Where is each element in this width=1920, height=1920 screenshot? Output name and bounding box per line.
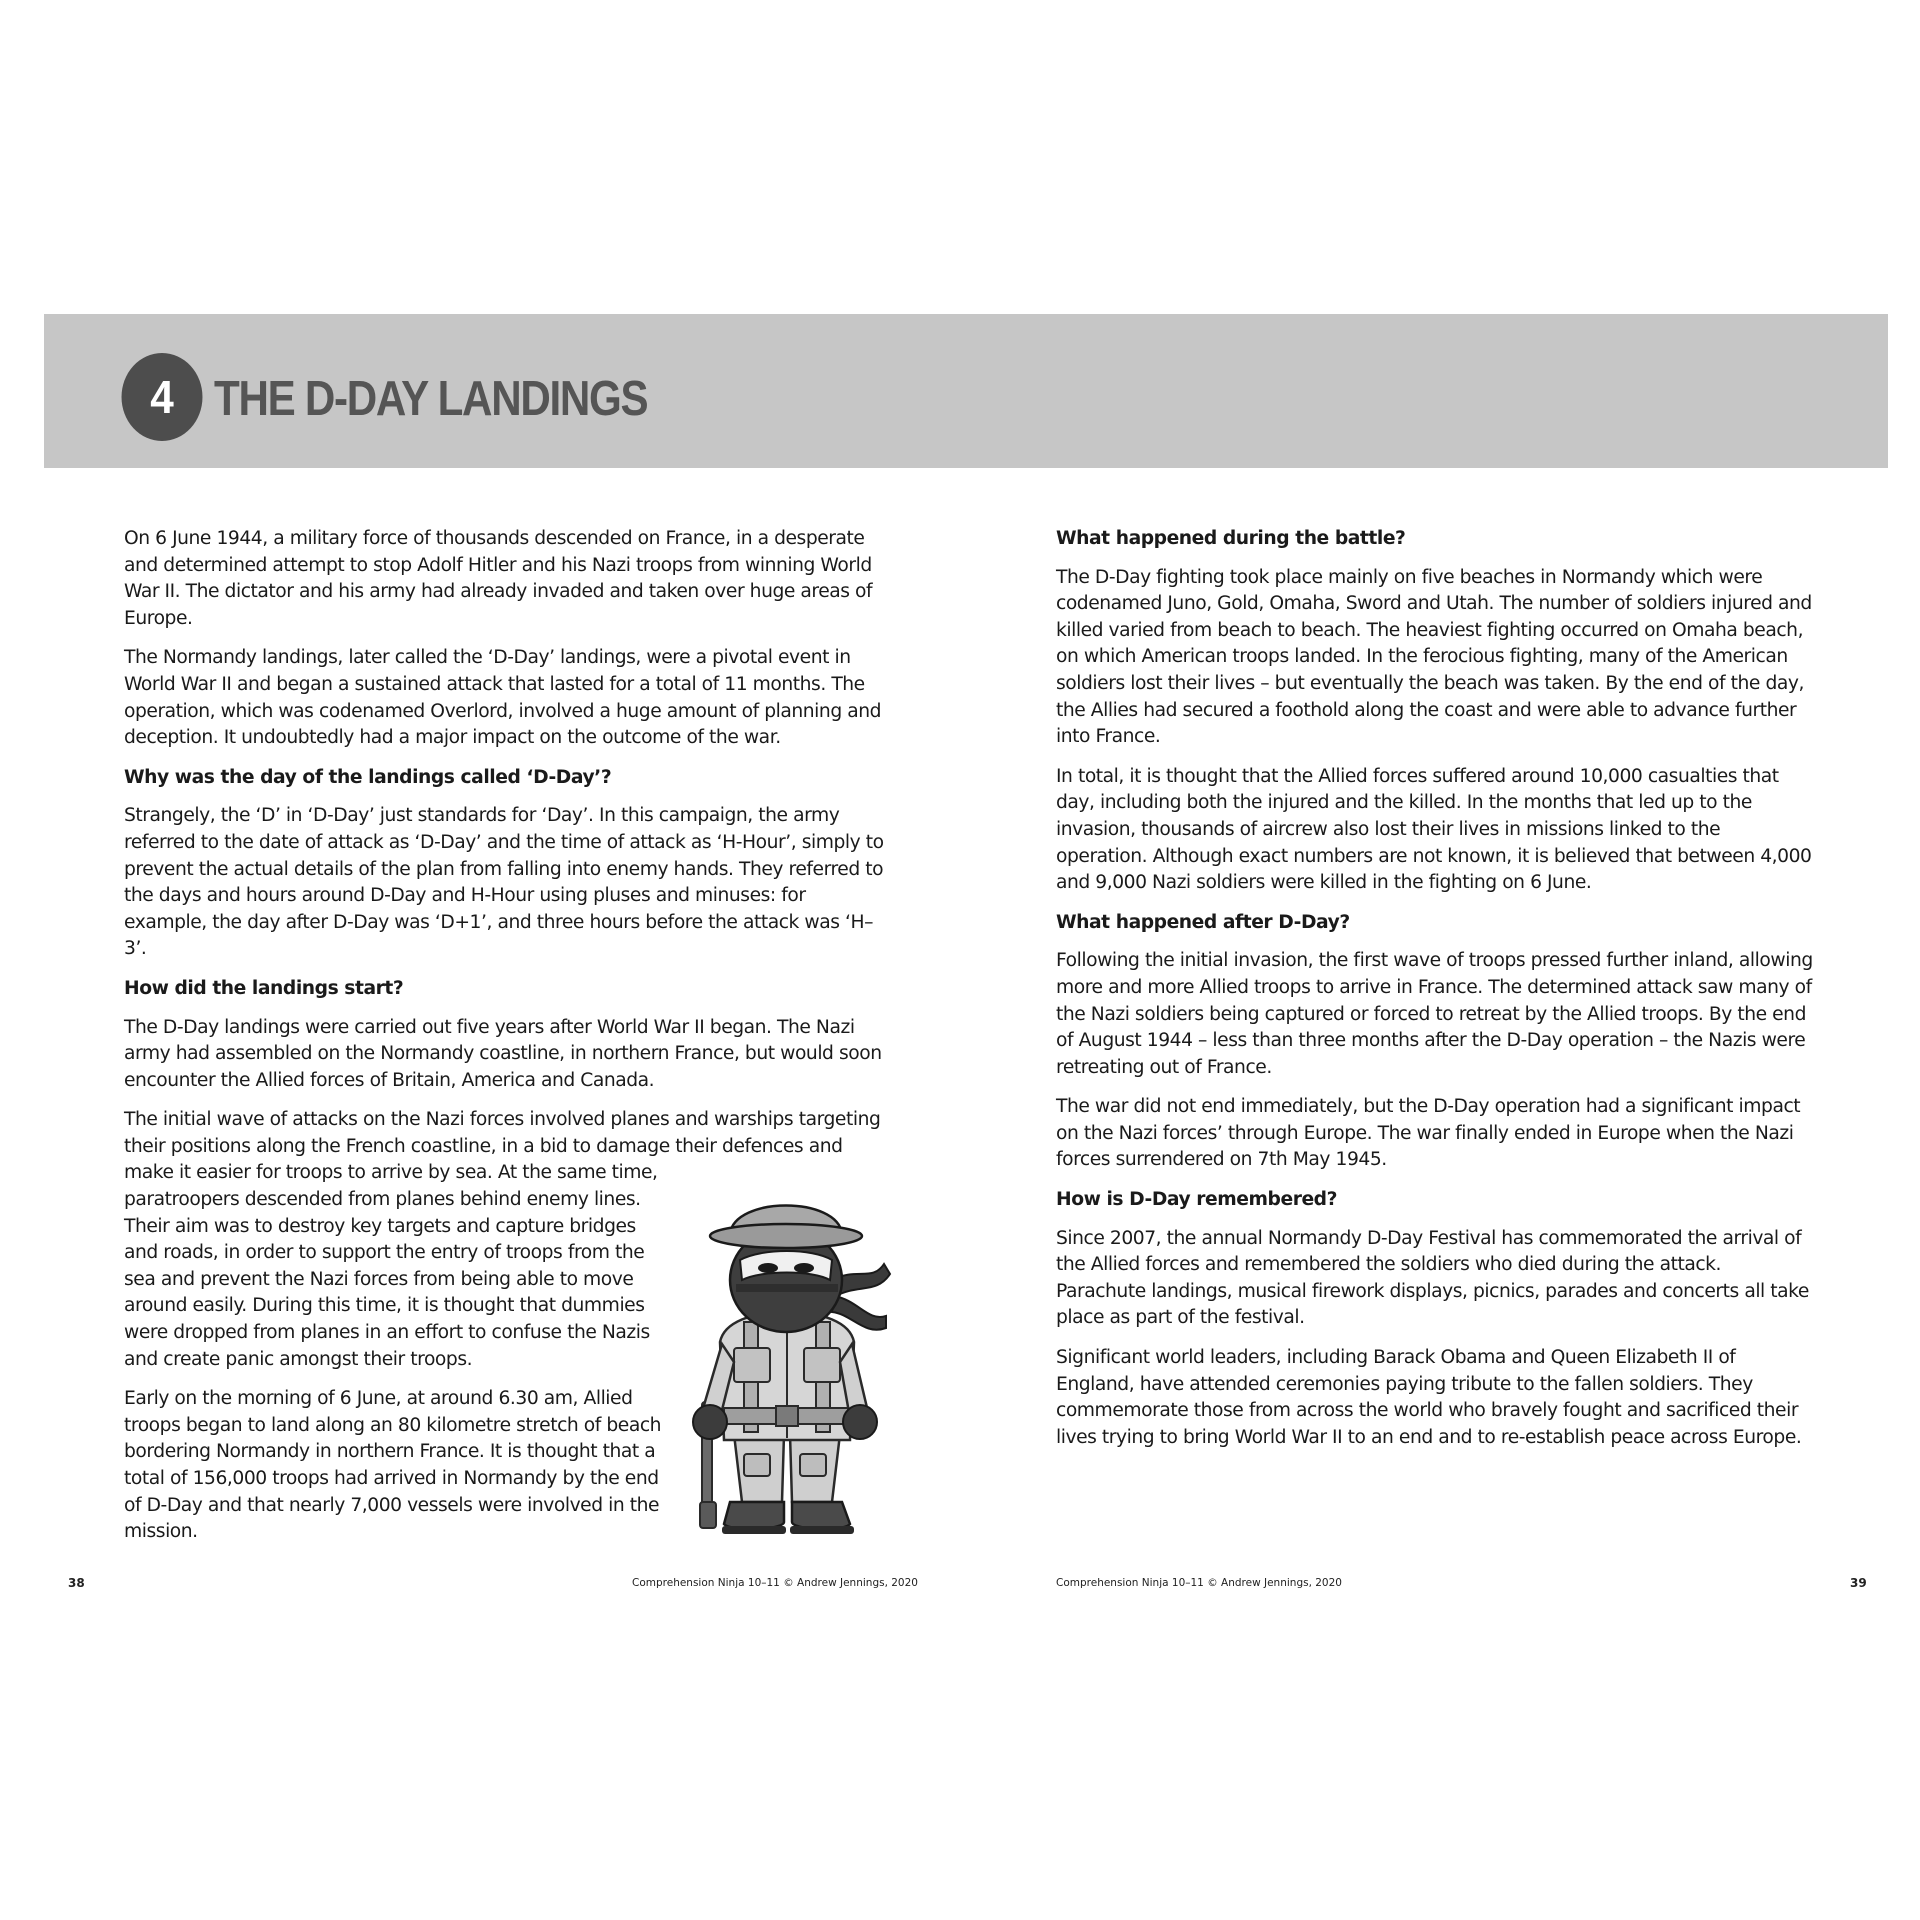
section-heading-during-battle: What happened during the battle? bbox=[1056, 528, 1406, 549]
during-paragraph-2: In total, it is thought that the Allied forces suffered around 10,000 casualties that day, including both the injured and the killed. In the months that led up to the invasion, thousands of aircrew also lost their lives in missions linked to the operation. Although exact numbers are not known, it is believed that between 4,000 and 9,000 Nazi soldiers were killed in the fighting on 6 June. bbox=[1056, 765, 1812, 894]
why-paragraph: Strangely, the ‘D’ in ‘D-Day’ just standards for ‘Day’. In this campaign, the army referred to the date of attack as ‘D-Day’ and the time of attack as ‘H-Hour’, simply to prevent the actual details of the plan from falling into enemy hands. They referred to the days and hours around D-Day and H-Hour using pluses and minuses: for example, the day after D-Day was ‘D+1’, and three hours before the attack was ‘H–3’. bbox=[124, 805, 884, 960]
section-heading-after-d-day: What happened after D-Day? bbox=[1056, 911, 1350, 933]
page-number-right: 39 bbox=[1850, 1576, 1867, 1590]
helmet-icon bbox=[710, 1206, 862, 1249]
copyright-left: Comprehension Ninja 10–11 © Andrew Jennings, 2020 bbox=[632, 1577, 918, 1589]
chapter-title: THE D-DAY LANDINGS bbox=[214, 372, 648, 426]
after-paragraph-1: Following the initial invasion, the first wave of troops pressed further inland, allowing more and more Allied troops to arrive in France. The determined attack saw many of the Nazi soldiers being captured or forced to retreat by the Allied troops. By the end of August 1944 – less than three months after the D-Day operation – the Nazis were retreating out of France. bbox=[1056, 950, 1813, 1078]
trousers bbox=[734, 1434, 840, 1502]
section-heading-how-start: How did the landings start? bbox=[124, 977, 404, 999]
start-paragraph-1: The D-Day landings were carried out five years after World War II began. The Nazi army had assembled on the Normandy coastline, in northern France, but would soon encounter the Allied forces of Britain, America and Canada. bbox=[124, 1016, 882, 1091]
right-page-column bbox=[1056, 526, 1816, 1464]
page-number-left: 38 bbox=[68, 1576, 85, 1590]
ninja-soldier-illustration bbox=[672, 1172, 902, 1542]
during-paragraph-1: The D-Day fighting took place mainly on five beaches in Normandy which were codenamed Juno, Gold, Omaha, Sword and Utah. The number of soldiers injured and killed varied from beach to beach. The heaviest fighting occurred on Omaha beach, on which American troops landed. In the ferocious fighting, many of the American soldiers lost their lives – but eventually the beach was taken. By the end of the day, the Allies had secured a foothold along the coast and were able to advance further into France. bbox=[1056, 566, 1812, 748]
intro-paragraph-2: The Normandy landings, later called the ‘D-Day’ landings, were a pivotal event in World War II and began a sustained attack that lasted for a total of 11 months. The operation, which was codenamed Overlord, involved a huge amount of planning and deception. It undoubtedly had a major impact on the outcome of the war. bbox=[124, 647, 882, 749]
after-paragraph-2: The war did not end immediately, but the D-Day operation had a significant impact on the Nazi forces’ through Europe. The war finally ended in Europe when the Nazi forces surrendered on 7th May 1945. bbox=[1056, 1096, 1801, 1171]
remembered-paragraph-1: Since 2007, the annual Normandy D-Day Festival has commemorated the arrival of the Allied forces and remembered the soldiers who died during the attack. Parachute landings, musical firework displays, picnics, parades and concerts all take place as part of the festival. bbox=[1056, 1227, 1809, 1329]
start-paragraph-3: Early on the morning of 6 June, at around 6.30 am, Allied troops began to land along an 80 kilometre stretch of beach bordering Normandy in northern France. It is thought that a total of 156,000 troops had arrived in Normandy by the end of D-Day and that nearly 7,000 vessels were involved in the mission. bbox=[124, 1388, 662, 1543]
boots bbox=[722, 1502, 854, 1534]
chapter-number-badge: 4 bbox=[122, 353, 203, 441]
section-heading-why-d-day: Why was the day of the landings called ‘D-Day’? bbox=[124, 766, 612, 788]
copyright-right: Comprehension Ninja 10–11 © Andrew Jennings, 2020 bbox=[1056, 1577, 1342, 1589]
start-paragraph-2-wide: The initial wave of attacks on the Nazi forces involved planes and warships targeting their positions along the French coastline, in a bid to damage their defences and make it easier for troops to arrive by sea. At the same time, bbox=[124, 1109, 881, 1184]
intro-paragraph-1: On 6 June 1944, a military force of thousands descended on France, in a desperate and determined attempt to stop Adolf Hitler and his Nazi troops from winning World War II. The dictator and his army had already invaded and taken over huge areas of Europe. bbox=[124, 528, 873, 629]
remembered-paragraph-2: Significant world leaders, including Barack Obama and Queen Elizabeth II of England, have attended ceremonies paying tribute to the fallen soldiers. They commemorate those from across the world who bravely fought and sacrificed their lives trying to bring World War II to an end and to re-establish peace across Europe. bbox=[1056, 1347, 1802, 1448]
start-paragraph-2-narrow: paratroopers descended from planes behind enemy lines. Their aim was to destroy key targets and capture bridges and roads, in order to support the entry of troops from the sea and prevent the Nazi forces from being able to move around easily. During this time, it is thought that dummies were dropped from planes in an effort to confuse the Nazis and create panic amongst their troops. bbox=[124, 1189, 650, 1370]
section-heading-remembered: How is D-Day remembered? bbox=[1056, 1189, 1338, 1211]
